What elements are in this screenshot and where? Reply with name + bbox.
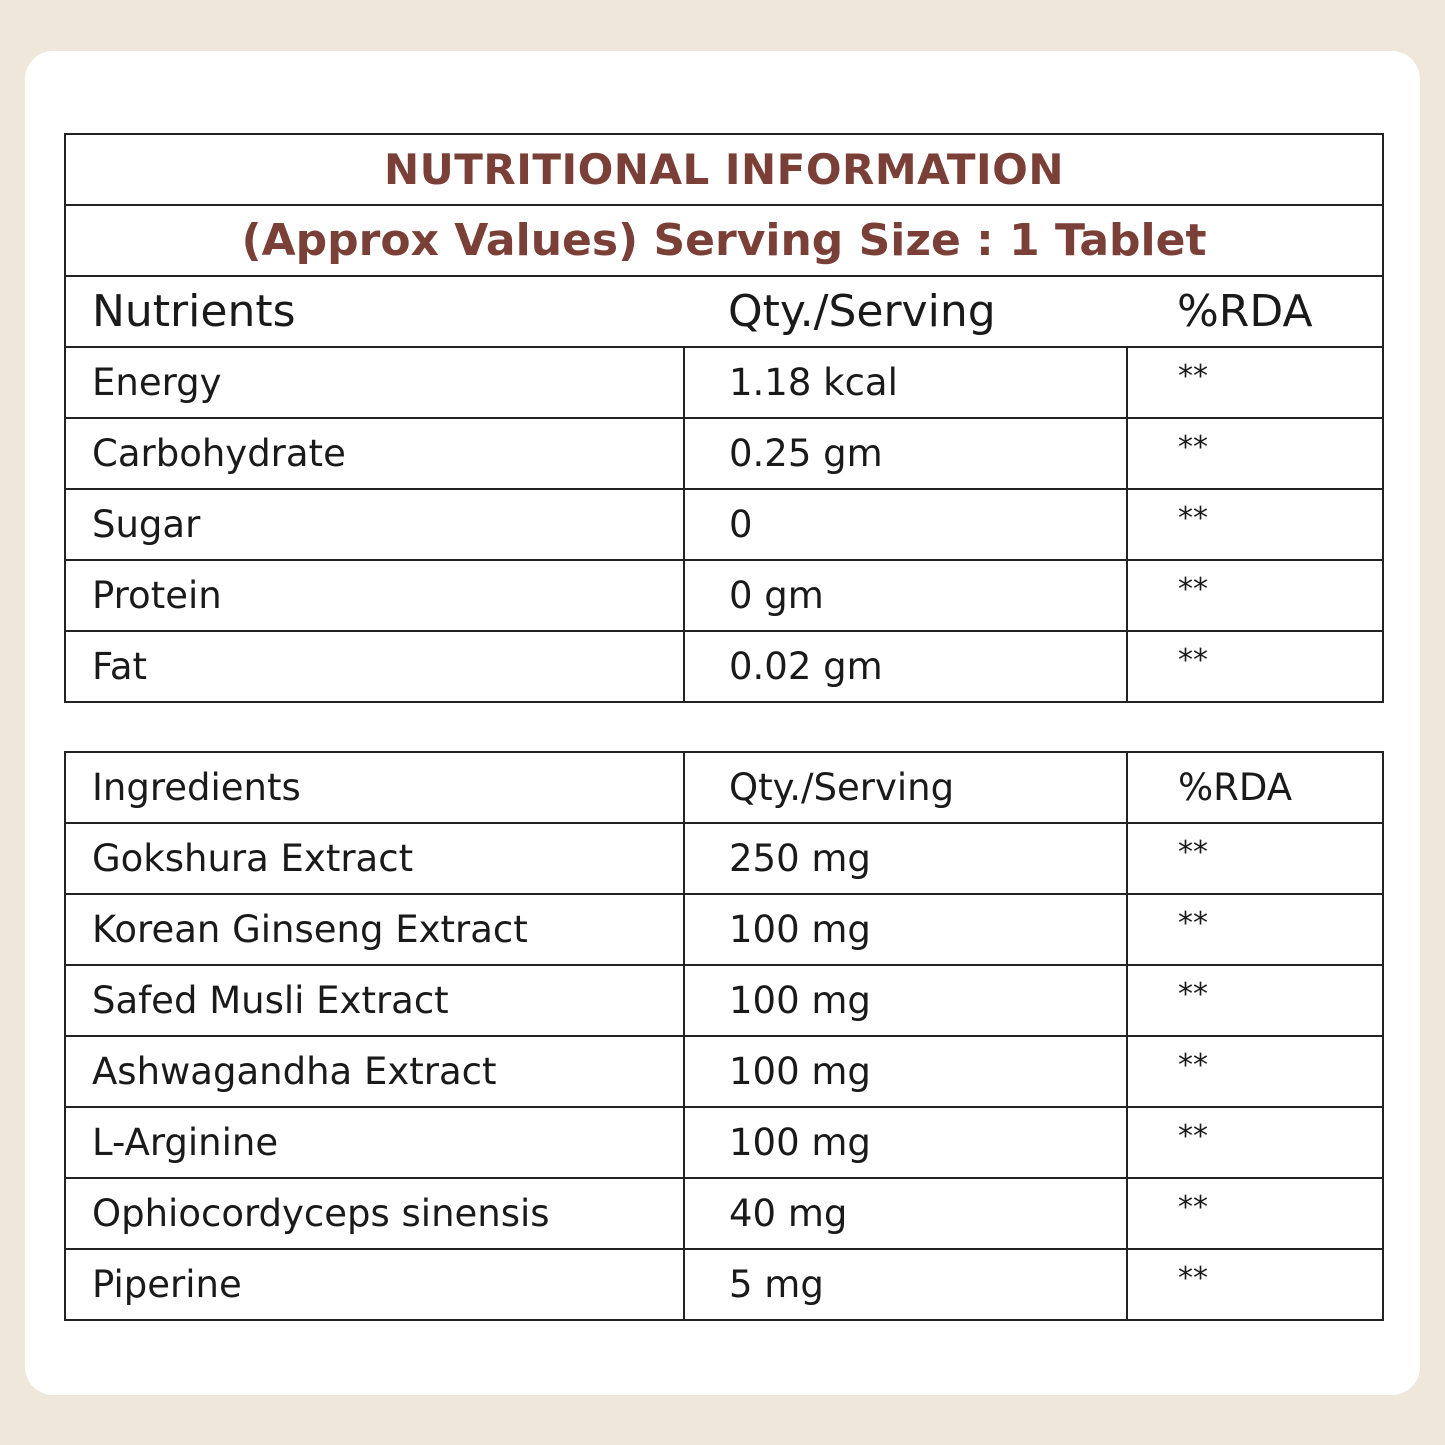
table-row bbox=[65, 965, 1383, 1036]
nutrient-rda: ** bbox=[1127, 489, 1383, 560]
ingredient-rda: ** bbox=[1127, 965, 1383, 1036]
ingredient-name: Ophiocordyceps sinensis bbox=[65, 1178, 684, 1249]
ingredient-rda: ** bbox=[1127, 1107, 1383, 1178]
ingredient-qty: 100 mg bbox=[684, 894, 1127, 965]
ingredients-table bbox=[64, 751, 1384, 1321]
table-row bbox=[65, 631, 1383, 702]
nutrition-header-row bbox=[65, 276, 1383, 347]
table-title: NUTRITIONAL INFORMATION bbox=[65, 134, 1383, 205]
table-row bbox=[65, 1249, 1383, 1320]
table-row bbox=[65, 823, 1383, 894]
nutrient-qty: 0.02 gm bbox=[684, 631, 1127, 702]
info-card bbox=[25, 51, 1420, 1395]
subtitle-row bbox=[65, 205, 1383, 276]
title-row bbox=[65, 134, 1383, 205]
table-row bbox=[65, 347, 1383, 418]
nutrient-rda: ** bbox=[1127, 560, 1383, 631]
qty-header: Qty./Serving bbox=[684, 276, 1127, 347]
ingredient-qty: 5 mg bbox=[684, 1249, 1127, 1320]
nutrient-rda: ** bbox=[1127, 418, 1383, 489]
nutrient-qty: 0 bbox=[684, 489, 1127, 560]
ingredient-qty: 250 mg bbox=[684, 823, 1127, 894]
nutrient-name: Sugar bbox=[65, 489, 684, 560]
nutrient-rda: ** bbox=[1127, 347, 1383, 418]
nutrition-table bbox=[64, 133, 1384, 703]
nutrient-qty: 0.25 gm bbox=[684, 418, 1127, 489]
ingredient-name: Piperine bbox=[65, 1249, 684, 1320]
ingredient-rda: ** bbox=[1127, 1178, 1383, 1249]
nutrient-name: Carbohydrate bbox=[65, 418, 684, 489]
ingredient-name: Ashwagandha Extract bbox=[65, 1036, 684, 1107]
ingredient-qty: 100 mg bbox=[684, 1036, 1127, 1107]
nutrients-header: Nutrients bbox=[65, 276, 684, 347]
rda-header: %RDA bbox=[1127, 752, 1383, 823]
table-subtitle: (Approx Values) Serving Size : 1 Tablet bbox=[65, 205, 1383, 276]
ingredient-name: Gokshura Extract bbox=[65, 823, 684, 894]
ingredient-rda: ** bbox=[1127, 894, 1383, 965]
table-row bbox=[65, 418, 1383, 489]
nutrient-name: Protein bbox=[65, 560, 684, 631]
nutrient-qty: 0 gm bbox=[684, 560, 1127, 631]
table-row bbox=[65, 560, 1383, 631]
ingredient-name: L-Arginine bbox=[65, 1107, 684, 1178]
nutrient-name: Energy bbox=[65, 347, 684, 418]
rda-header: %RDA bbox=[1127, 276, 1383, 347]
ingredient-name: Korean Ginseng Extract bbox=[65, 894, 684, 965]
ingredient-qty: 100 mg bbox=[684, 965, 1127, 1036]
qty-header: Qty./Serving bbox=[684, 752, 1127, 823]
table-row bbox=[65, 1107, 1383, 1178]
table-row bbox=[65, 1178, 1383, 1249]
ingredient-name: Safed Musli Extract bbox=[65, 965, 684, 1036]
nutrient-qty: 1.18 kcal bbox=[684, 347, 1127, 418]
table-row bbox=[65, 489, 1383, 560]
nutrient-rda: ** bbox=[1127, 631, 1383, 702]
nutrient-name: Fat bbox=[65, 631, 684, 702]
ingredient-rda: ** bbox=[1127, 1036, 1383, 1107]
ingredient-rda: ** bbox=[1127, 823, 1383, 894]
ingredients-header: Ingredients bbox=[65, 752, 684, 823]
ingredients-header-row bbox=[65, 752, 1383, 823]
ingredient-qty: 100 mg bbox=[684, 1107, 1127, 1178]
table-row bbox=[65, 894, 1383, 965]
ingredient-qty: 40 mg bbox=[684, 1178, 1127, 1249]
ingredient-rda: ** bbox=[1127, 1249, 1383, 1320]
table-row bbox=[65, 1036, 1383, 1107]
